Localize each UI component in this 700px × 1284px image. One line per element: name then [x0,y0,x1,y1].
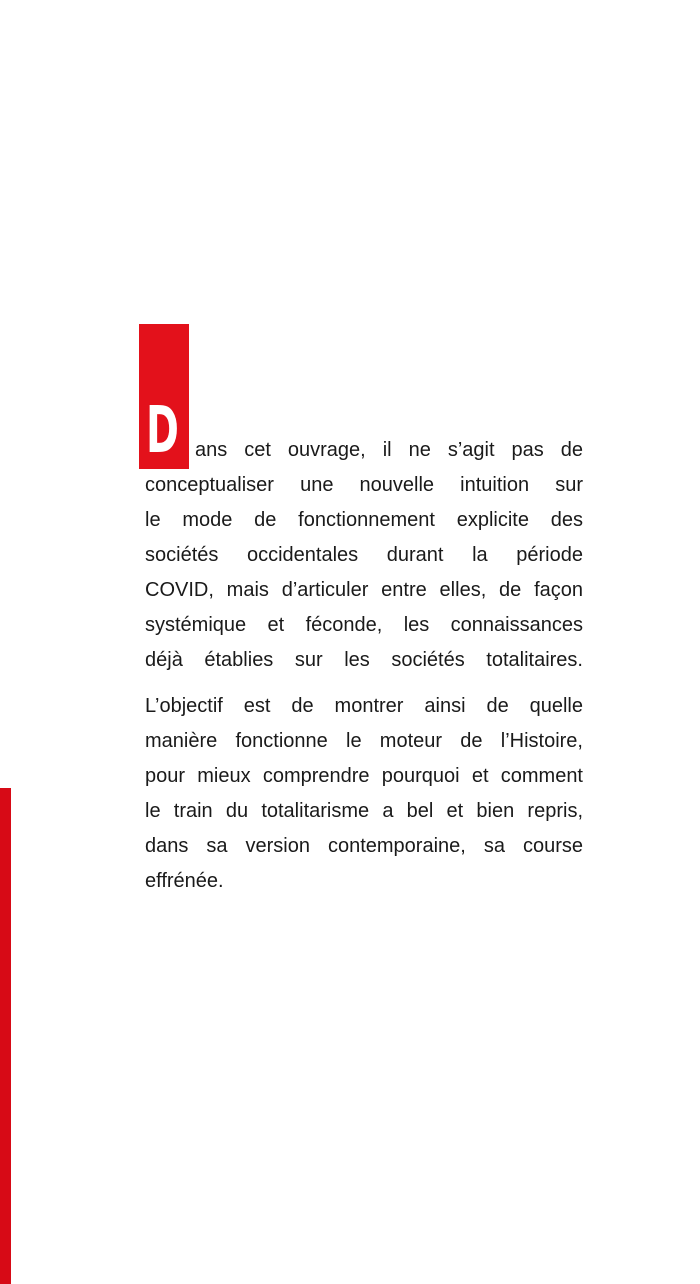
text-line: COVID, mais d’articuler entre elles, de façon [145,579,583,601]
drop-cap [139,324,189,469]
side-accent-bar [0,788,11,1284]
text-line: systémique et féconde, les connaissances [145,614,583,636]
text-line: dans sa version contemporaine, sa course [145,835,583,857]
text-line: le train du totalitarisme a bel et bien repris, [145,800,583,822]
text-line: pour mieux comprendre pourquoi et comment [145,765,583,787]
text-line: L’objectif est de montrer ainsi de quelle [145,695,583,717]
text-line: sociétés occidentales durant la période [145,544,583,566]
text-line: ans cet ouvrage, il ne s’agit pas de [195,439,583,461]
text-line: déjà établies sur les sociétés totalitaires. [145,649,583,671]
drop-cap-letter: D [146,394,179,468]
text-line: manière fonctionne le moteur de l’Histoire, [145,730,583,752]
text-line: effrénée. [145,870,224,892]
text-line: le mode de fonctionnement explicite des [145,509,583,531]
text-line: conceptualiser une nouvelle intuition sur [145,474,583,496]
